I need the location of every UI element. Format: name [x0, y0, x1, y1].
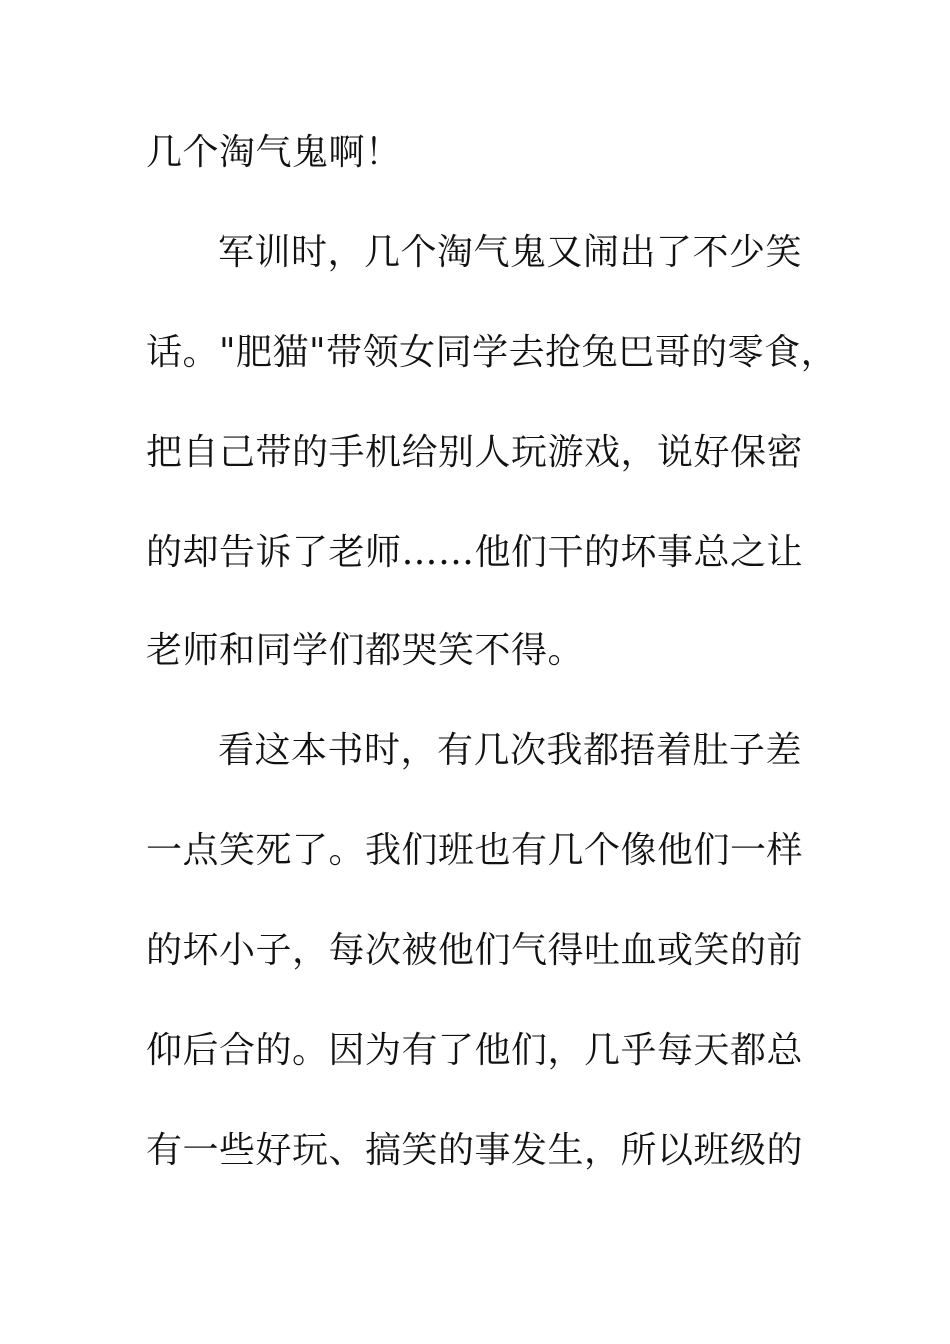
text-line: 的坏小子，每次被他们气得吐血或笑的前 [146, 930, 804, 971]
text-line: 有一些好玩、搞笑的事发生，所以班级的 [146, 1130, 804, 1171]
text-line: 仰后合的。因为有了他们，几乎每天都总 [146, 1030, 804, 1071]
text-line: 老师和同学们都哭笑不得。 [146, 630, 585, 671]
paragraph-start-line: 军训时，几个淘气鬼又闹出了不少笑 [218, 232, 803, 273]
paragraph-start-line: 看这本书时，有几次我都捂着肚子差 [218, 730, 803, 771]
text-line: 几个淘气鬼啊！ [146, 132, 402, 173]
text-line: 一点笑死了。我们班也有几个像他们一样 [146, 830, 804, 871]
text-line: 把自己带的手机给别人玩游戏，说好保密 [146, 432, 804, 473]
text-line: 的却告诉了老师……他们干的坏事总之让 [146, 532, 804, 573]
text-line: 话。"肥猫"带领女同学去抢兔巴哥的零食， [146, 332, 838, 373]
